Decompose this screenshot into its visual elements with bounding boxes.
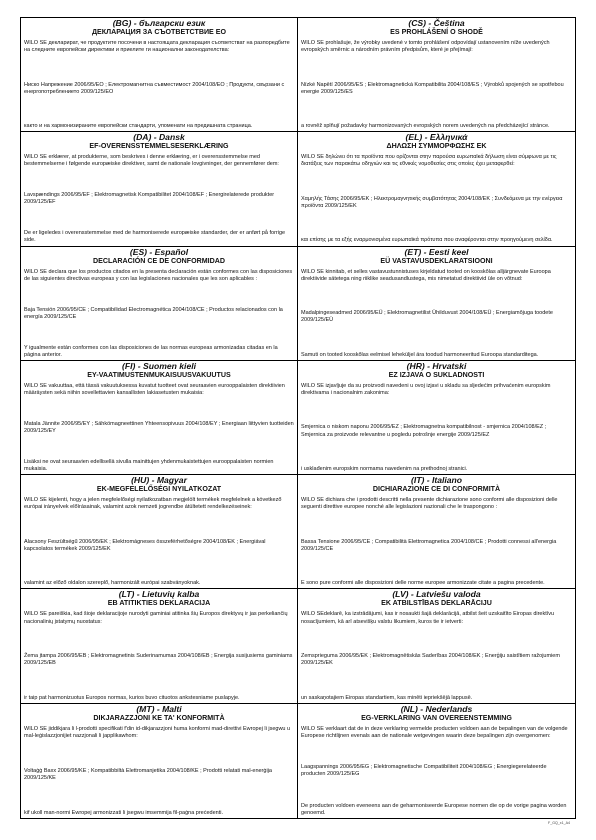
directives-text: Ниско Напрежение 2006/95/EO ; Електромагнитна съвместимост 2004/108/EO ; Продукти, свързани с енергопотреблението 2009/125/EO [24, 81, 285, 95]
declaration-body [301, 154, 572, 245]
closing-text: i usklađenim europskim normama navedenim na prethodnoj stranici. [301, 466, 468, 473]
declaration-heading: EG-VERKLARING VAN OVEREENSTEMMING [361, 713, 512, 722]
declaration-body [24, 40, 294, 131]
language-title: (HR) - Hrvatski [406, 360, 467, 371]
declaration-heading: EK-MEGFELELŐSÉGI NYILATKOZAT [96, 485, 222, 494]
declaration-heading: DIKJARAZZJONI KE TA' KONFORMITÀ [93, 713, 225, 722]
directives-text: Lavspændings 2006/95/EF ; Elektromagnetisk Kompatibilitet 2004/108/EF ; Energirelaterede produkter 2009/125/EF [24, 192, 275, 206]
intro-text: WILO SEdeklarē, ka izstrādājumi, kas ir nosaukti šajā deklarācijā, atbilst šeit uzskaitīto Eiropas direktīvu nosacījumiem, kā arī atsevišķu valstu likumiem, kuros tie ir ietverti: [301, 611, 555, 625]
language-title: (BG) - български език [112, 18, 206, 28]
intro-text: WILO SE verklaart dat de in deze verklaring vermelde producten voldoen aan de bepalingen van de volgende Europese richtlijnen evenals aan de nationale wetgevingen waarin deze bepalingen zijn overgenomen: [301, 725, 568, 739]
language-title: (DA) - Dansk [133, 132, 185, 143]
directives-text: Alacsony Feszültségű 2006/95/EK ; Elektromágneses összeférhetőségre 2004/108/EK ; Energiával kapcsolatos termékek 2009/125/EK [24, 538, 266, 552]
directives-text: Baja Tensión 2006/95/CE ; Compatibilidad Electromagnética 2004/108/CE ; Productos relacionados con la energía 2009/125/CE [24, 306, 283, 320]
language-title: (ET) - Eesti keel [404, 246, 469, 257]
section-fi [21, 361, 298, 475]
section-es [21, 247, 298, 361]
language-title: (NL) - Nederlands [400, 703, 473, 714]
section-da [21, 132, 298, 246]
section-nl [298, 704, 575, 818]
declaration-heading: ДЕКЛАРАЦИЯ ЗА СЪОТВЕТСТВИЕ ЕО [91, 28, 227, 36]
intro-text: WILO SE prohlašuje, že výrobky uvedené v tomto prohlášení odpovídají ustanovením níže uvedených evropských směrnic a národním právním předpisům, které je přejímají: [301, 40, 550, 54]
declaration-body [24, 154, 294, 245]
section-it [298, 475, 575, 589]
declaration-heading: ΔΗΛΩΣΗ ΣΥΜΜΟΡΦΩΣΗΣ ΕΚ [386, 142, 487, 151]
intro-text: WILO SE jiddikjara li l-prodotti specifikati f'din id-dikjarazzjoni huma konformi mad-direttivi Ewropej li jsegwu u mal-leġislazzjonijiet nazzjonali li japplikawhom: [24, 725, 291, 739]
directives-text: Nízké Napětí 2006/95/ES ; Elektromagnetická Kompatibilita 2004/108/ES ; Výrobků spojených se spotřebou energie 2009/125/ES [301, 81, 564, 95]
closing-text: Lisäksi ne ovat seuraavien edellisellä sivulla mainittujen yhdenmukaistettujen eurooppalaisten normien mukaisia. [24, 458, 274, 473]
language-title: (HU) - Magyar [131, 475, 187, 486]
closing-text: Samuti on tooted kooskõlas eelmisel leheküljel ära toodud harmoneeritud Euroopa standarditega. [301, 351, 539, 358]
closing-text: και επίσης με τα εξής εναρμονισμένα ευρωπαϊκά πρότυπα που αναφέρονται στην προηγούμενη σελίδα. [301, 237, 553, 244]
declaration-body [24, 497, 294, 588]
section-bg [21, 18, 298, 132]
closing-text: De producten voldoen eveneens aan de geharmoniseerde Europese normen die op de vorige pagina worden genoemd. [301, 802, 567, 816]
closing-text: както и на хармонизираните европейски стандарти, упоменати на предишната страница. [24, 123, 253, 130]
declaration-heading: DICHIARAZIONE CE DI CONFORMITÀ [372, 485, 501, 494]
directives-text: Zemsprieguma 2006/95/EK ; Elektromagnētiskās Saderības 2004/108/EK ; Enerģiju saistītiem ražojumiem 2009/125/EK [301, 653, 560, 667]
closing-text: a rovněž splňují požadavky harmonizovaných evropských norem uvedených na předcházející stránce. [301, 123, 550, 130]
declaration-heading: EÜ VASTAVUSDEKLARATSIOONI [380, 256, 493, 265]
section-lt [21, 589, 298, 703]
declaration-body [24, 726, 294, 818]
closing-text: De er ligeledes i overensstemmelse med de harmoniserede europæiske standarder, der er anført på forrige side. [24, 230, 286, 244]
closing-text: valamint az előző oldalon szereplő, harmonizált európai szabványoknak. [24, 580, 201, 587]
intro-text: WILO SE izjavljuje da su proizvodi navedeni u ovoj izjavi u skladu sa sljedećim prihvaćenim europskim direktivama i nacionalnim zakonima: [301, 382, 551, 396]
directives-text: Bassa Tensione 2006/95/CE ; Compatibilità Elettromagnetica 2004/108/CE ; Prodotti connessi all'energia 2009/125/CE [301, 538, 557, 552]
language-title: (LT) - Lietuvių kalba [118, 589, 200, 600]
declaration-body [24, 383, 294, 474]
language-title: (FI) - Suomen kieli [121, 360, 196, 371]
declaration-heading: DECLARACIÓN CE DE CONFORMIDAD [92, 256, 226, 265]
section-hr [298, 361, 575, 475]
closing-text: kif ukoll man-normi Ewropej armonizzati li jsegwu imsemmija fil-paġna preċedenti. [24, 809, 223, 816]
declaration-body [301, 726, 572, 818]
document-code: F_GQ_x1_A4 [548, 821, 570, 825]
directives-text: Matala Jännite 2006/95/EY ; Sähkömagneettinen Yhteensopivuus 2004/108/EY ; Energiaan liittyvien tuotteiden 2009/125/EY [24, 420, 294, 434]
language-title: (CS) - Čeština [408, 18, 465, 28]
intro-text: WILO SE declara que los productos citados en la presenta declaración están conformes con las disposiciones de las siguientes directivas europeas y con las legislaciones nacionales que les son aplicables : [24, 268, 293, 282]
language-title: (EL) - Ελληνικά [405, 132, 468, 143]
closing-text: E sono pure conformi alle disposizioni delle norme europee armonizzate citate a pagina precedente. [301, 580, 545, 587]
language-title: (ES) - Español [129, 246, 189, 257]
section-lv [298, 589, 575, 703]
directives-text: Smjernica o niskom naponu 2006/95/EZ ; Elektromagnetna kompatibilnost - smjernica 2004/108/EZ ; Smjernica za proizvode relevantne u pogledu potrošnje energije 2009/125/EZ [301, 424, 547, 438]
section-et [298, 247, 575, 361]
declaration-body [24, 611, 294, 702]
declaration-heading: EF-OVERENSSTEMMELSESERKLÆRING [89, 142, 229, 151]
intro-text: WILO SE pareiškia, kad šioje deklaracijoje nurodyti gaminiai atitinka šių Europos direktyvų ir jas perkeliančių nacionalinių įstatymų nuostatus: [24, 611, 288, 625]
directives-text: Madalpingeseadmed 2006/95/EÜ ; Elektromagnetilist Ühilduvust 2004/108/EÜ ; Energiamõjuga toodete 2009/125/EÜ [301, 310, 553, 324]
closing-text: ir taip pat harmonizuotus Europos normas, kurios buvo cituotos ankstesniame puslapyje. [24, 694, 240, 701]
language-title: (IT) - Italiano [410, 475, 463, 486]
declaration-heading: ES PROHLÁŠENÍ O SHODĚ [390, 28, 483, 36]
declaration-heading: EY-VAATIMUSTENMUKAISUUSVAKUUTUS [87, 370, 231, 379]
section-hu [21, 475, 298, 589]
intro-text: WILO SE dichiara che i prodotti descritti nella presente dichiarazione sono conformi alle disposizioni delle seguenti direttive europee nonché alle legislazioni nazionali che le traspongono : [301, 497, 558, 511]
intro-text: WILO SE vakuuttaa, että tässä vakuutuksessa kuvatut tuotteet ovat seuraavien eurooppalaisten direktiivien määräysten sekä niihin sovellettavien kansallisten lakiasetusten mukaisia: [24, 382, 285, 396]
closing-text: un saskaņotajiem Eiropas standartiem, kas minēti iepriekšējā lappusē. [301, 694, 473, 701]
declaration-body [301, 383, 572, 474]
section-cs [298, 18, 575, 132]
declaration-grid [20, 17, 576, 819]
intro-text: WILO SE kinnitab, et selles vastavustunnistuses kirjeldatud tooted on kooskõlas alljärgnevate Euroopa direktiivide sätetega ning riiklike seadusandlustega, mis nimetatud direktiivid üle on võtnud: [301, 268, 551, 282]
declaration-heading: EZ IZJAVA O SUKLADNOSTI [388, 370, 485, 379]
language-title: (LV) - Latviešu valoda [392, 589, 481, 600]
intro-text: WILO SE erklærer, at produkterne, som beskrives i denne erklæring, er i overensstemmelse med bestemmelserne i følgende europæiske direktiver, samt de nationale lovgivninger, der gennemfører dem: [24, 154, 279, 168]
intro-text: WILO SE декларират, че продуктите посочени в настоящата декларация съответстват на разпоредбите на следните европейски директиви и приелите ги национални законодателства: [24, 40, 290, 54]
declaration-heading: EK ATBILSTĪBAS DEKLARĀCIJU [381, 599, 492, 608]
section-mt [21, 704, 298, 818]
directives-text: Laagspannings 2006/95/EG ; Elektromagnetische Compatibiliteit 2004/108/EG ; Energiegerelateerde producten 2009/125/EG [301, 764, 547, 778]
language-title: (MT) - Malti [136, 703, 182, 714]
intro-text: WILO SE kijelenti, hogy a jelen megfelelőségi nyilatkozatban megjelölt termékek megfelelnek a következő európai irányelvek előírásainak, valamint azok nemzeti jogrendbe átültetett rendelkezéseinek: [24, 497, 282, 511]
declaration-body [301, 40, 572, 131]
directives-text: Χαμηλής Τάσης 2006/95/ΕΚ ; Ηλεκτρομαγνητικής συμβατότητας 2004/108/ΕΚ ; Συνδεόμενα με την ενέργεια προϊόντα 2009/125/ΕΚ [301, 195, 563, 209]
declaration-body [301, 269, 572, 360]
declaration-body [301, 611, 572, 702]
declaration-body [301, 497, 572, 588]
declaration-heading: EB ATITIKTIES DEKLARACIJA [107, 599, 211, 608]
section-el [298, 132, 575, 246]
directives-text: Voltaġġ Baxx 2006/95/KE ; Kompatibbiltà Elettromanjetika 2004/108/KE ; Prodotti relatati mal-enerġija 2009/125/KE [24, 767, 272, 781]
directives-text: Žema įtampa 2006/95/EB ; Elektromagnetinis Suderinamumas 2004/108/EB ; Energija susijusiems gaminiams 2009/125/EB [24, 653, 293, 667]
declaration-body [24, 269, 294, 360]
closing-text: Y igualmente están conformes con las disposiciones de las normas europeas armonizadas citadas en la página anterior. [24, 344, 278, 358]
intro-text: WILO SE δηλώνει ότι τα προϊόντα που ορίζονται στην παρούσα ευρωπαϊκά δήλωση είναι σύμφωνα με τις διατάξεις των παρακάτω οδηγιών και τις εθνικές νομοθεσίες στις οποίες έχει μεταφερθεί: [301, 154, 557, 168]
